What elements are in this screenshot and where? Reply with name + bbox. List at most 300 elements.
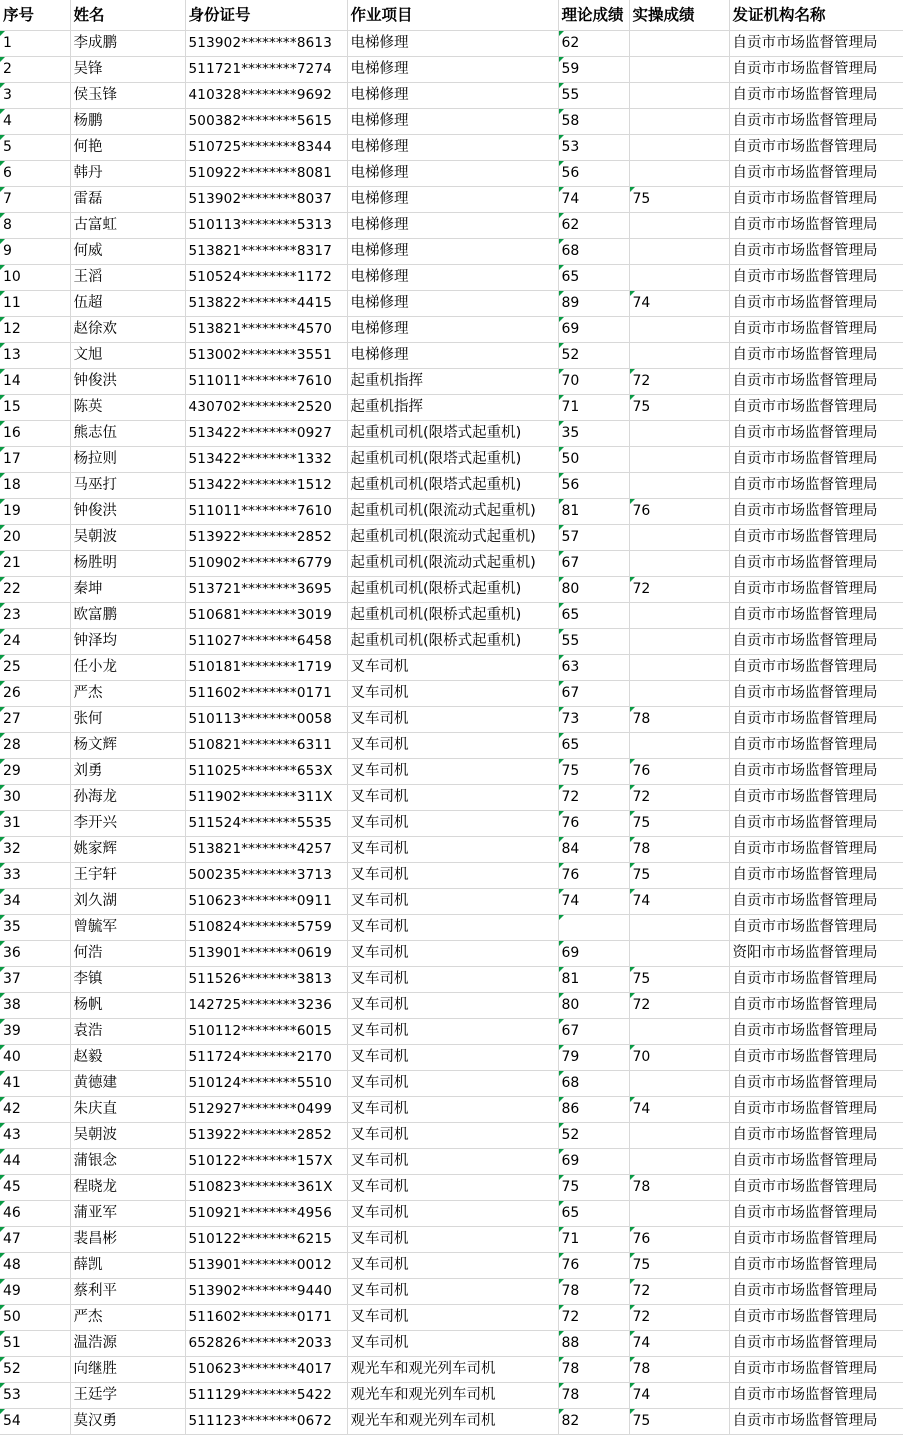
cell-id-number[interactable]: 511602********0171 [185, 1305, 347, 1331]
cell-issuing-authority[interactable]: 自贡市市场监督管理局 [729, 889, 903, 915]
cell-id-number[interactable]: 142725********3236 [185, 993, 347, 1019]
cell-id-number[interactable]: 512927********0499 [185, 1097, 347, 1123]
cell-practical-score[interactable]: 75 [629, 863, 729, 889]
cell-index[interactable]: 18 [0, 473, 70, 499]
cell-index[interactable]: 54 [0, 1409, 70, 1435]
cell-issuing-authority[interactable]: 自贡市市场监督管理局 [729, 1331, 903, 1357]
cell-issuing-authority[interactable]: 自贡市市场监督管理局 [729, 1253, 903, 1279]
cell-name[interactable]: 文旭 [70, 343, 185, 369]
cell-theory-score[interactable]: 35 [558, 421, 629, 447]
cell-work-item[interactable]: 叉车司机 [347, 1045, 558, 1071]
cell-index[interactable]: 15 [0, 395, 70, 421]
cell-id-number[interactable]: 510181********1719 [185, 655, 347, 681]
cell-id-number[interactable]: 510821********6311 [185, 733, 347, 759]
header-theory-score[interactable]: 理论成绩 [558, 0, 629, 31]
cell-id-number[interactable]: 510124********5510 [185, 1071, 347, 1097]
cell-work-item[interactable]: 叉车司机 [347, 707, 558, 733]
cell-name[interactable]: 孙海龙 [70, 785, 185, 811]
header-id-number[interactable]: 身份证号 [185, 0, 347, 31]
cell-work-item[interactable]: 叉车司机 [347, 759, 558, 785]
cell-practical-score[interactable]: 74 [629, 1097, 729, 1123]
cell-work-item[interactable]: 叉车司机 [347, 733, 558, 759]
cell-theory-score[interactable]: 73 [558, 707, 629, 733]
cell-index[interactable]: 50 [0, 1305, 70, 1331]
cell-issuing-authority[interactable]: 自贡市市场监督管理局 [729, 343, 903, 369]
cell-practical-score[interactable]: 72 [629, 1279, 729, 1305]
cell-issuing-authority[interactable]: 自贡市市场监督管理局 [729, 785, 903, 811]
cell-issuing-authority[interactable]: 自贡市市场监督管理局 [729, 811, 903, 837]
cell-theory-score[interactable]: 52 [558, 343, 629, 369]
cell-work-item[interactable]: 叉车司机 [347, 1305, 558, 1331]
cell-work-item[interactable]: 起重机指挥 [347, 395, 558, 421]
cell-name[interactable]: 杨文辉 [70, 733, 185, 759]
cell-work-item[interactable]: 叉车司机 [347, 1019, 558, 1045]
cell-practical-score[interactable] [629, 655, 729, 681]
cell-issuing-authority[interactable]: 自贡市市场监督管理局 [729, 863, 903, 889]
cell-issuing-authority[interactable]: 自贡市市场监督管理局 [729, 1227, 903, 1253]
cell-issuing-authority[interactable]: 自贡市市场监督管理局 [729, 1357, 903, 1383]
cell-practical-score[interactable]: 75 [629, 967, 729, 993]
cell-practical-score[interactable] [629, 239, 729, 265]
cell-theory-score[interactable]: 55 [558, 629, 629, 655]
cell-work-item[interactable]: 叉车司机 [347, 1123, 558, 1149]
cell-name[interactable]: 李开兴 [70, 811, 185, 837]
cell-issuing-authority[interactable]: 自贡市市场监督管理局 [729, 1305, 903, 1331]
cell-theory-score[interactable]: 59 [558, 57, 629, 83]
cell-theory-score[interactable]: 76 [558, 863, 629, 889]
cell-practical-score[interactable] [629, 31, 729, 57]
cell-id-number[interactable]: 513422********1512 [185, 473, 347, 499]
cell-theory-score[interactable]: 84 [558, 837, 629, 863]
cell-practical-score[interactable]: 75 [629, 395, 729, 421]
cell-id-number[interactable]: 511129********5422 [185, 1383, 347, 1409]
cell-practical-score[interactable] [629, 421, 729, 447]
cell-id-number[interactable]: 513822********4415 [185, 291, 347, 317]
cell-work-item[interactable]: 电梯修理 [347, 239, 558, 265]
cell-name[interactable]: 赵徐欢 [70, 317, 185, 343]
cell-name[interactable]: 李镇 [70, 967, 185, 993]
cell-practical-score[interactable] [629, 265, 729, 291]
cell-theory-score[interactable]: 81 [558, 967, 629, 993]
cell-issuing-authority[interactable]: 自贡市市场监督管理局 [729, 1097, 903, 1123]
cell-work-item[interactable]: 电梯修理 [347, 265, 558, 291]
cell-name[interactable]: 何威 [70, 239, 185, 265]
cell-index[interactable]: 11 [0, 291, 70, 317]
cell-index[interactable]: 7 [0, 187, 70, 213]
cell-theory-score[interactable]: 68 [558, 239, 629, 265]
cell-practical-score[interactable]: 78 [629, 1357, 729, 1383]
cell-work-item[interactable]: 叉车司机 [347, 837, 558, 863]
cell-id-number[interactable]: 652826********2033 [185, 1331, 347, 1357]
cell-index[interactable]: 5 [0, 135, 70, 161]
cell-theory-score[interactable]: 81 [558, 499, 629, 525]
cell-name[interactable]: 杨帆 [70, 993, 185, 1019]
cell-id-number[interactable]: 511902********311X [185, 785, 347, 811]
cell-name[interactable]: 朱庆直 [70, 1097, 185, 1123]
cell-name[interactable]: 杨胜明 [70, 551, 185, 577]
cell-index[interactable]: 48 [0, 1253, 70, 1279]
cell-work-item[interactable]: 叉车司机 [347, 1331, 558, 1357]
cell-work-item[interactable]: 叉车司机 [347, 1201, 558, 1227]
cell-index[interactable]: 6 [0, 161, 70, 187]
cell-work-item[interactable]: 起重机司机(限流动式起重机) [347, 499, 558, 525]
cell-issuing-authority[interactable]: 自贡市市场监督管理局 [729, 1071, 903, 1097]
cell-practical-score[interactable]: 78 [629, 707, 729, 733]
cell-issuing-authority[interactable]: 自贡市市场监督管理局 [729, 1279, 903, 1305]
header-index[interactable]: 序号 [0, 0, 70, 31]
cell-practical-score[interactable]: 75 [629, 811, 729, 837]
cell-name[interactable]: 伍超 [70, 291, 185, 317]
cell-id-number[interactable]: 513902********9440 [185, 1279, 347, 1305]
cell-id-number[interactable]: 500235********3713 [185, 863, 347, 889]
cell-issuing-authority[interactable]: 自贡市市场监督管理局 [729, 837, 903, 863]
cell-theory-score[interactable]: 74 [558, 889, 629, 915]
cell-practical-score[interactable]: 74 [629, 291, 729, 317]
cell-issuing-authority[interactable]: 自贡市市场监督管理局 [729, 213, 903, 239]
cell-index[interactable]: 25 [0, 655, 70, 681]
cell-practical-score[interactable]: 75 [629, 1409, 729, 1435]
cell-id-number[interactable]: 510112********6015 [185, 1019, 347, 1045]
cell-practical-score[interactable] [629, 551, 729, 577]
cell-issuing-authority[interactable]: 自贡市市场监督管理局 [729, 1045, 903, 1071]
cell-practical-score[interactable]: 75 [629, 187, 729, 213]
cell-index[interactable]: 37 [0, 967, 70, 993]
cell-name[interactable]: 向继胜 [70, 1357, 185, 1383]
cell-issuing-authority[interactable]: 自贡市市场监督管理局 [729, 603, 903, 629]
cell-name[interactable]: 吴朝波 [70, 1123, 185, 1149]
cell-id-number[interactable]: 513901********0012 [185, 1253, 347, 1279]
cell-work-item[interactable]: 电梯修理 [347, 83, 558, 109]
cell-practical-score[interactable]: 70 [629, 1045, 729, 1071]
cell-practical-score[interactable] [629, 525, 729, 551]
cell-theory-score[interactable]: 80 [558, 993, 629, 1019]
cell-id-number[interactable]: 510921********4956 [185, 1201, 347, 1227]
cell-theory-score[interactable]: 69 [558, 317, 629, 343]
cell-issuing-authority[interactable]: 自贡市市场监督管理局 [729, 447, 903, 473]
cell-issuing-authority[interactable]: 自贡市市场监督管理局 [729, 83, 903, 109]
cell-practical-score[interactable]: 72 [629, 577, 729, 603]
cell-id-number[interactable]: 513821********8317 [185, 239, 347, 265]
cell-id-number[interactable]: 511524********5535 [185, 811, 347, 837]
cell-index[interactable]: 43 [0, 1123, 70, 1149]
cell-work-item[interactable]: 电梯修理 [347, 317, 558, 343]
cell-index[interactable]: 41 [0, 1071, 70, 1097]
cell-theory-score[interactable]: 86 [558, 1097, 629, 1123]
cell-work-item[interactable]: 起重机司机(限流动式起重机) [347, 525, 558, 551]
cell-index[interactable]: 32 [0, 837, 70, 863]
cell-name[interactable]: 韩丹 [70, 161, 185, 187]
cell-name[interactable]: 雷磊 [70, 187, 185, 213]
header-practical-score[interactable]: 实操成绩 [629, 0, 729, 31]
cell-id-number[interactable]: 510113********5313 [185, 213, 347, 239]
cell-theory-score[interactable]: 76 [558, 811, 629, 837]
cell-name[interactable]: 吴朝波 [70, 525, 185, 551]
cell-issuing-authority[interactable]: 自贡市市场监督管理局 [729, 759, 903, 785]
cell-practical-score[interactable] [629, 1149, 729, 1175]
cell-id-number[interactable]: 510623********0911 [185, 889, 347, 915]
cell-practical-score[interactable]: 72 [629, 785, 729, 811]
cell-index[interactable]: 23 [0, 603, 70, 629]
cell-work-item[interactable]: 电梯修理 [347, 161, 558, 187]
cell-work-item[interactable]: 叉车司机 [347, 967, 558, 993]
cell-name[interactable]: 薛凯 [70, 1253, 185, 1279]
cell-name[interactable]: 钟俊洪 [70, 499, 185, 525]
cell-practical-score[interactable] [629, 213, 729, 239]
cell-index[interactable]: 33 [0, 863, 70, 889]
cell-practical-score[interactable] [629, 317, 729, 343]
cell-practical-score[interactable] [629, 629, 729, 655]
cell-index[interactable]: 44 [0, 1149, 70, 1175]
cell-issuing-authority[interactable]: 自贡市市场监督管理局 [729, 1409, 903, 1435]
cell-theory-score[interactable]: 71 [558, 1227, 629, 1253]
cell-issuing-authority[interactable]: 自贡市市场监督管理局 [729, 577, 903, 603]
cell-work-item[interactable]: 电梯修理 [347, 31, 558, 57]
cell-work-item[interactable]: 观光车和观光列车司机 [347, 1409, 558, 1435]
cell-work-item[interactable]: 叉车司机 [347, 811, 558, 837]
cell-issuing-authority[interactable]: 自贡市市场监督管理局 [729, 187, 903, 213]
cell-theory-score[interactable]: 65 [558, 603, 629, 629]
cell-practical-score[interactable]: 78 [629, 1175, 729, 1201]
cell-theory-score[interactable]: 56 [558, 161, 629, 187]
cell-issuing-authority[interactable]: 自贡市市场监督管理局 [729, 31, 903, 57]
cell-work-item[interactable]: 电梯修理 [347, 343, 558, 369]
cell-work-item[interactable]: 起重机司机(限流动式起重机) [347, 551, 558, 577]
cell-practical-score[interactable] [629, 1201, 729, 1227]
cell-issuing-authority[interactable]: 自贡市市场监督管理局 [729, 395, 903, 421]
cell-issuing-authority[interactable]: 自贡市市场监督管理局 [729, 681, 903, 707]
cell-name[interactable]: 杨鹏 [70, 109, 185, 135]
cell-work-item[interactable]: 叉车司机 [347, 655, 558, 681]
cell-id-number[interactable]: 513422********0927 [185, 421, 347, 447]
cell-index[interactable]: 52 [0, 1357, 70, 1383]
cell-theory-score[interactable]: 56 [558, 473, 629, 499]
cell-work-item[interactable]: 叉车司机 [347, 863, 558, 889]
cell-work-item[interactable]: 起重机司机(限塔式起重机) [347, 473, 558, 499]
cell-issuing-authority[interactable]: 自贡市市场监督管理局 [729, 1201, 903, 1227]
cell-work-item[interactable]: 电梯修理 [347, 135, 558, 161]
cell-index[interactable]: 35 [0, 915, 70, 941]
cell-id-number[interactable]: 510922********8081 [185, 161, 347, 187]
cell-index[interactable]: 1 [0, 31, 70, 57]
cell-id-number[interactable]: 511027********6458 [185, 629, 347, 655]
cell-work-item[interactable]: 电梯修理 [347, 213, 558, 239]
cell-practical-score[interactable] [629, 83, 729, 109]
cell-id-number[interactable]: 510823********361X [185, 1175, 347, 1201]
cell-theory-score[interactable]: 50 [558, 447, 629, 473]
cell-index[interactable]: 21 [0, 551, 70, 577]
cell-issuing-authority[interactable]: 自贡市市场监督管理局 [729, 317, 903, 343]
cell-theory-score[interactable]: 70 [558, 369, 629, 395]
cell-id-number[interactable]: 513002********3551 [185, 343, 347, 369]
cell-theory-score[interactable]: 69 [558, 1149, 629, 1175]
cell-work-item[interactable]: 电梯修理 [347, 57, 558, 83]
cell-index[interactable]: 51 [0, 1331, 70, 1357]
cell-issuing-authority[interactable]: 自贡市市场监督管理局 [729, 473, 903, 499]
cell-name[interactable]: 马巫打 [70, 473, 185, 499]
cell-practical-score[interactable] [629, 681, 729, 707]
cell-index[interactable]: 24 [0, 629, 70, 655]
cell-work-item[interactable]: 叉车司机 [347, 1253, 558, 1279]
header-name[interactable]: 姓名 [70, 0, 185, 31]
cell-index[interactable]: 34 [0, 889, 70, 915]
cell-id-number[interactable]: 511123********0672 [185, 1409, 347, 1435]
cell-theory-score[interactable]: 62 [558, 31, 629, 57]
cell-work-item[interactable]: 起重机司机(限桥式起重机) [347, 603, 558, 629]
cell-name[interactable]: 黄德建 [70, 1071, 185, 1097]
cell-practical-score[interactable]: 76 [629, 759, 729, 785]
cell-id-number[interactable]: 513922********2852 [185, 1123, 347, 1149]
cell-id-number[interactable]: 513902********8613 [185, 31, 347, 57]
cell-work-item[interactable]: 起重机指挥 [347, 369, 558, 395]
cell-work-item[interactable]: 叉车司机 [347, 941, 558, 967]
cell-index[interactable]: 27 [0, 707, 70, 733]
cell-theory-score[interactable]: 79 [558, 1045, 629, 1071]
cell-work-item[interactable]: 观光车和观光列车司机 [347, 1357, 558, 1383]
cell-name[interactable]: 陈英 [70, 395, 185, 421]
cell-work-item[interactable]: 起重机司机(限塔式起重机) [347, 447, 558, 473]
cell-theory-score[interactable] [558, 915, 629, 941]
cell-name[interactable]: 古富虹 [70, 213, 185, 239]
cell-issuing-authority[interactable]: 自贡市市场监督管理局 [729, 551, 903, 577]
cell-work-item[interactable]: 叉车司机 [347, 1227, 558, 1253]
cell-issuing-authority[interactable]: 自贡市市场监督管理局 [729, 1175, 903, 1201]
cell-index[interactable]: 4 [0, 109, 70, 135]
cell-index[interactable]: 22 [0, 577, 70, 603]
cell-id-number[interactable]: 510122********157X [185, 1149, 347, 1175]
cell-index[interactable]: 53 [0, 1383, 70, 1409]
cell-practical-score[interactable] [629, 343, 729, 369]
cell-practical-score[interactable]: 72 [629, 993, 729, 1019]
cell-name[interactable]: 王滔 [70, 265, 185, 291]
cell-theory-score[interactable]: 76 [558, 1253, 629, 1279]
cell-index[interactable]: 17 [0, 447, 70, 473]
cell-id-number[interactable]: 510902********6779 [185, 551, 347, 577]
cell-practical-score[interactable] [629, 941, 729, 967]
header-work-item[interactable]: 作业项目 [347, 0, 558, 31]
cell-work-item[interactable]: 起重机司机(限桥式起重机) [347, 577, 558, 603]
cell-name[interactable]: 裴昌彬 [70, 1227, 185, 1253]
cell-name[interactable]: 刘勇 [70, 759, 185, 785]
cell-name[interactable]: 袁浩 [70, 1019, 185, 1045]
cell-practical-score[interactable]: 76 [629, 1227, 729, 1253]
cell-practical-score[interactable]: 72 [629, 369, 729, 395]
cell-theory-score[interactable]: 78 [558, 1383, 629, 1409]
cell-theory-score[interactable]: 68 [558, 1071, 629, 1097]
cell-practical-score[interactable] [629, 57, 729, 83]
cell-name[interactable]: 何艳 [70, 135, 185, 161]
cell-index[interactable]: 46 [0, 1201, 70, 1227]
cell-name[interactable]: 李成鹏 [70, 31, 185, 57]
cell-theory-score[interactable]: 88 [558, 1331, 629, 1357]
cell-name[interactable]: 蔡利平 [70, 1279, 185, 1305]
cell-issuing-authority[interactable]: 自贡市市场监督管理局 [729, 57, 903, 83]
cell-id-number[interactable]: 513721********3695 [185, 577, 347, 603]
cell-work-item[interactable]: 电梯修理 [347, 291, 558, 317]
cell-work-item[interactable]: 观光车和观光列车司机 [347, 1383, 558, 1409]
cell-id-number[interactable]: 511011********7610 [185, 499, 347, 525]
cell-theory-score[interactable]: 67 [558, 1019, 629, 1045]
cell-name[interactable]: 何浩 [70, 941, 185, 967]
cell-index[interactable]: 28 [0, 733, 70, 759]
cell-practical-score[interactable] [629, 603, 729, 629]
cell-id-number[interactable]: 510122********6215 [185, 1227, 347, 1253]
cell-name[interactable]: 秦坤 [70, 577, 185, 603]
cell-index[interactable]: 9 [0, 239, 70, 265]
cell-index[interactable]: 31 [0, 811, 70, 837]
cell-theory-score[interactable]: 71 [558, 395, 629, 421]
cell-issuing-authority[interactable]: 自贡市市场监督管理局 [729, 291, 903, 317]
cell-practical-score[interactable] [629, 1019, 729, 1045]
cell-id-number[interactable]: 510725********8344 [185, 135, 347, 161]
cell-practical-score[interactable] [629, 473, 729, 499]
cell-theory-score[interactable]: 53 [558, 135, 629, 161]
cell-index[interactable]: 30 [0, 785, 70, 811]
cell-work-item[interactable]: 起重机司机(限塔式起重机) [347, 421, 558, 447]
cell-theory-score[interactable]: 72 [558, 785, 629, 811]
cell-name[interactable]: 吴锋 [70, 57, 185, 83]
cell-issuing-authority[interactable]: 自贡市市场监督管理局 [729, 369, 903, 395]
cell-index[interactable]: 14 [0, 369, 70, 395]
cell-name[interactable]: 钟俊洪 [70, 369, 185, 395]
cell-issuing-authority[interactable]: 自贡市市场监督管理局 [729, 525, 903, 551]
cell-id-number[interactable]: 513821********4570 [185, 317, 347, 343]
cell-work-item[interactable]: 叉车司机 [347, 1175, 558, 1201]
cell-index[interactable]: 47 [0, 1227, 70, 1253]
cell-name[interactable]: 王宇轩 [70, 863, 185, 889]
cell-theory-score[interactable]: 75 [558, 759, 629, 785]
cell-name[interactable]: 温浩源 [70, 1331, 185, 1357]
cell-practical-score[interactable]: 76 [629, 499, 729, 525]
cell-id-number[interactable]: 510824********5759 [185, 915, 347, 941]
cell-id-number[interactable]: 511721********7274 [185, 57, 347, 83]
cell-index[interactable]: 19 [0, 499, 70, 525]
header-issuing-authority[interactable]: 发证机构名称 [729, 0, 903, 31]
cell-issuing-authority[interactable]: 自贡市市场监督管理局 [729, 1149, 903, 1175]
cell-work-item[interactable]: 叉车司机 [347, 681, 558, 707]
cell-work-item[interactable]: 电梯修理 [347, 109, 558, 135]
cell-theory-score[interactable]: 62 [558, 213, 629, 239]
cell-work-item[interactable]: 叉车司机 [347, 1097, 558, 1123]
cell-issuing-authority[interactable]: 自贡市市场监督管理局 [729, 1123, 903, 1149]
cell-work-item[interactable]: 起重机司机(限桥式起重机) [347, 629, 558, 655]
cell-name[interactable]: 蒲银念 [70, 1149, 185, 1175]
cell-practical-score[interactable] [629, 733, 729, 759]
cell-id-number[interactable]: 410328********9692 [185, 83, 347, 109]
cell-name[interactable]: 赵毅 [70, 1045, 185, 1071]
cell-name[interactable]: 侯玉锋 [70, 83, 185, 109]
cell-issuing-authority[interactable]: 自贡市市场监督管理局 [729, 993, 903, 1019]
cell-issuing-authority[interactable]: 自贡市市场监督管理局 [729, 1383, 903, 1409]
cell-name[interactable]: 钟泽均 [70, 629, 185, 655]
cell-practical-score[interactable]: 75 [629, 1253, 729, 1279]
cell-work-item[interactable]: 叉车司机 [347, 1279, 558, 1305]
cell-name[interactable]: 莫汉勇 [70, 1409, 185, 1435]
cell-issuing-authority[interactable]: 自贡市市场监督管理局 [729, 915, 903, 941]
cell-theory-score[interactable]: 82 [558, 1409, 629, 1435]
cell-theory-score[interactable]: 89 [558, 291, 629, 317]
cell-issuing-authority[interactable]: 自贡市市场监督管理局 [729, 1019, 903, 1045]
cell-index[interactable]: 40 [0, 1045, 70, 1071]
cell-id-number[interactable]: 500382********5615 [185, 109, 347, 135]
cell-id-number[interactable]: 511526********3813 [185, 967, 347, 993]
cell-issuing-authority[interactable]: 自贡市市场监督管理局 [729, 421, 903, 447]
cell-index[interactable]: 12 [0, 317, 70, 343]
cell-index[interactable]: 16 [0, 421, 70, 447]
cell-id-number[interactable]: 511724********2170 [185, 1045, 347, 1071]
cell-work-item[interactable]: 叉车司机 [347, 915, 558, 941]
cell-issuing-authority[interactable]: 自贡市市场监督管理局 [729, 499, 903, 525]
cell-name[interactable]: 熊志伍 [70, 421, 185, 447]
